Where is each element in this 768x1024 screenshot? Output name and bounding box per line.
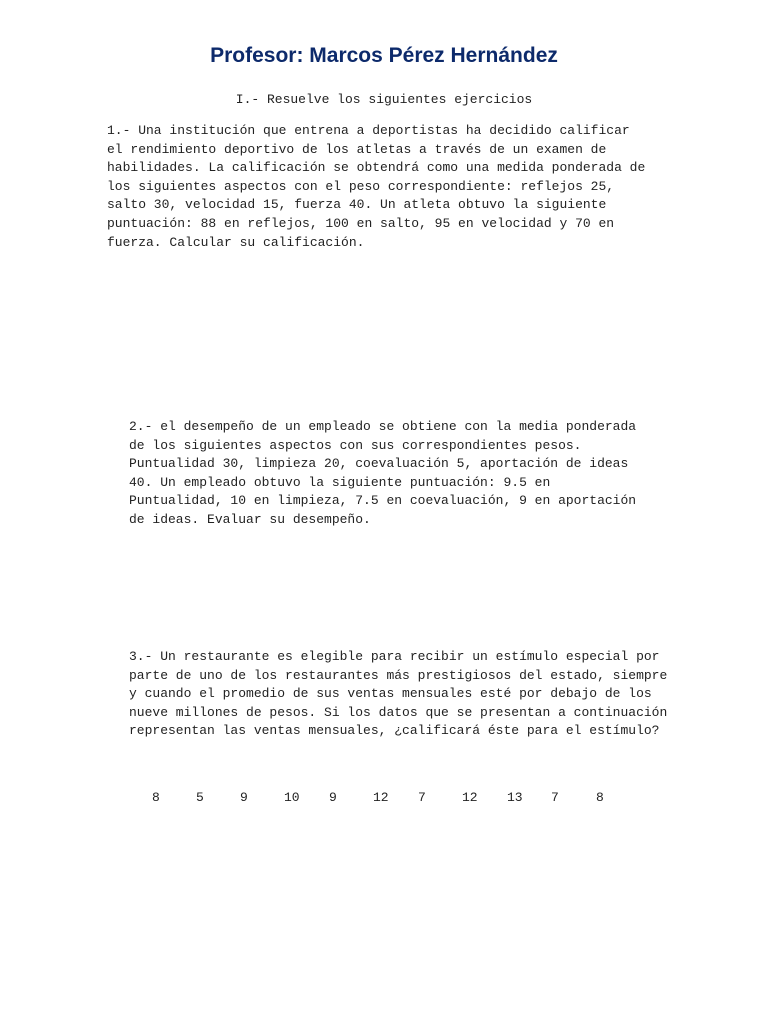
page-title: Profesor: Marcos Pérez Hernández: [210, 44, 558, 67]
sales-value: 7: [418, 790, 426, 805]
exercise-2: 2.- el desempeño de un empleado se obtiene con la media ponderada de los siguientes aspectos con sus correspondientes pesos. Puntualidad 30, limpieza 20, coevaluación 5, aportación de ideas 40. Un empleado obtuvo la siguiente puntuación: 9.5 en Puntualidad, 10 en limpieza, 7.5 en coevaluación, 9 en aportación de ideas. Evaluar su desempeño.: [129, 419, 637, 527]
section-heading: I.- Resuelve los siguientes ejercicios: [235, 92, 533, 107]
sales-value: 13: [507, 790, 523, 805]
sales-value: 8: [596, 790, 604, 805]
sales-value: 12: [462, 790, 478, 805]
sales-value: 10: [284, 790, 300, 805]
exercise-3: 3.- Un restaurante es elegible para recibir un estímulo especial por parte de uno de los restaurantes más prestigiosos del estado, siempre y cuando el promedio de sus ventas mensuales esté por debajo de los nueve millones de pesos. Si los datos que se presentan a continuación representan las ventas mensuales, ¿calificará éste para el estímulo?: [129, 649, 668, 739]
exercise-1: 1.- Una institución que entrena a deportistas ha decidido calificar el rendimiento deportivo de los atletas a través de un examen de habilidades. La calificación se obtendrá como una medida ponderada de los siguientes aspectos con el peso correspondiente: reflejos 25, salto 30, velocidad 15, fuerza 40. Un atleta obtuvo la siguiente puntuación: 88 en reflejos, 100 en salto, 95 en velocidad y 70 en fuerza. Calcular su calificación.: [107, 123, 646, 250]
sales-value: 5: [196, 790, 204, 805]
sales-value: 8: [152, 790, 160, 805]
sales-value: 7: [551, 790, 559, 805]
sales-value: 12: [373, 790, 389, 805]
sales-value: 9: [329, 790, 337, 805]
sales-value: 9: [240, 790, 248, 805]
